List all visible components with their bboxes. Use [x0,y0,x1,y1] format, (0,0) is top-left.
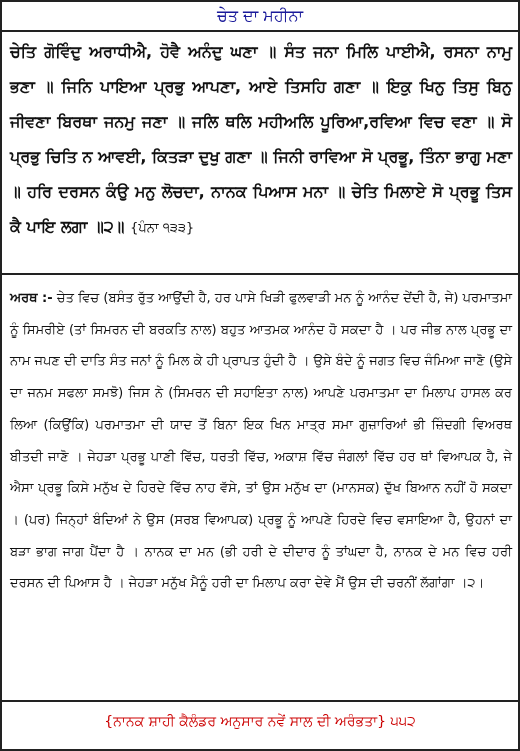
verse-block [10,34,512,246]
title-divider [0,30,520,32]
page-title: ਚੇਤ ਦਾ ਮਹੀਨਾ [216,6,304,25]
footer-divider [0,700,520,702]
meaning-label: ਅਰਥ :- [10,291,53,306]
ang-reference: {ਪੰਨਾ ੧੩੩} [130,221,195,236]
meaning-block [10,283,512,600]
footer-note: {ਨਾਨਕ ਸ਼ਾਹੀ ਕੈਲੰਡਰ ਅਨੁਸਾਰ ਨਵੇਂ ਸਾਲ ਦੀ ਅਰੰਭਤਾ} ੫੫੨ [104,714,416,730]
section-divider [0,273,520,275]
meaning-text: ਚੇਤ ਵਿਚ (ਬਸੰਤ ਰੁੱਤ ਆਉਂਦੀ ਹੈ, ਹਰ ਪਾਸੇ ਖਿੜੀ ਫੁਲਵਾੜੀ ਮਨ ਨੂੰ ਆਨੰਦ ਦੇਂਦੀ ਹੈ, ਜੇ) ਪਰਮਾਤਮਾ ਨੂੰ ਸਿਮਰੀਏ (ਤਾਂ ਸਿਮਰਨ ਦੀ ਬਰਕਤਿ ਨਾਲ) ਬਹੁਤ ਆਤਮਕ ਆਨੰਦ ਹੋ ਸਕਦਾ ਹੈ । ਪਰ ਜੀਭ ਨਾਲ ਪ੍ਰਭੂ ਦਾ ਨਾਮ ਜਪਣ ਦੀ ਦਾਤਿ ਸੰਤ ਜਨਾਂ ਨੂੰ ਮਿਲ ਕੇ ਹੀ ਪ੍ਰਾਪਤ ਹੁੰਦੀ ਹੈ । ਉਸੇ ਬੰਦੇ ਨੂੰ ਜਗਤ ਵਿਚ ਜੰਮਿਆ ਜਾਣੋ (ਉਸੇ ਦਾ ਜਨਮ ਸਫਲਾ ਸਮਝੋ) ਜਿਸ ਨੇ (ਸਿਮਰਨ ਦੀ ਸਹਾਇਤਾ ਨਾਲ) ਆਪਣੇ ਪਰਮਾਤਮਾ ਦਾ ਮਿਲਾਪ ਹਾਸਲ ਕਰ ਲਿਆ (ਕਿਉਂਕਿ) ਪਰਮਾਤਮਾ ਦੀ ਯਾਦ ਤੋਂ ਬਿਨਾ ਇਕ ਖਿਨ ਮਾਤ੍ਰ ਸਮਾ ਗੁਜ਼ਾਰਿਆਂ ਭੀ ਜ਼ਿੰਦਗੀ ਵਿਅਰਥ ਬੀਤਦੀ ਜਾਣੋ । ਜੇਹੜਾ ਪ੍ਰਭੂ ਪਾਣੀ ਵਿੱਚ, ਧਰਤੀ ਵਿੱਚ, ਅਕਾਸ਼ ਵਿੱਚ ਜੰਗਲਾਂ ਵਿੱਚ ਹਰ ਥਾਂ ਵਿਆਪਕ ਹੈ, ਜੇ ਐਸਾ ਪ੍ਰਭੂ ਕਿਸੇ ਮਨੁੱਖ ਦੇ ਹਿਰਦੇ ਵਿੱਚ ਨਾਹ ਵੱਸੇ, ਤਾਂ ਉਸ ਮਨੁੱਖ ਦਾ (ਮਾਨਸਕ) ਦੁੱਖ ਬਿਆਨ ਨਹੀਂ ਹੋ ਸਕਦਾ । (ਪਰ) ਜਿਨ੍ਹਾਂ ਬੰਦਿਆਂ ਨੇ ਉਸ (ਸਰਬ ਵਿਆਪਕ) ਪ੍ਰਭੂ ਨੂੰ ਆਪਣੇ ਹਿਰਦੇ ਵਿਚ ਵਸਾਇਆ ਹੈ, ਉਹਨਾਂ ਦਾ ਬੜਾ ਭਾਗ ਜਾਗ ਪੈਂਦਾ ਹੈ । ਨਾਨਕ ਦਾ ਮਨ (ਭੀ ਹਰੀ ਦੇ ਦੀਦਾਰ ਨੂੰ ਤਾਂਘਦਾ ਹੈ, ਨਾਨਕ ਦੇ ਮਨ ਵਿਚ ਹਰੀ ਦਰਸਨ ਦੀ ਪਿਆਸ ਹੈ । ਜੇਹੜਾ ਮਨੁੱਖ ਮੈਨੂੰ ਹਰੀ ਦਾ ਮਿਲਾਪ ਕਰਾ ਦੇਵੇ ਮੈਂ ਉਸ ਦੀ ਚਰਨੀਂ ਲੱਗਾਂਗਾ ।੨। [10,291,512,592]
verse-text: ਚੇਤਿ ਗੋਵਿੰਦੁ ਅਰਾਧੀਐ, ਹੋਵੈ ਅਨੰਦੁ ਘਣਾ ॥ ਸੰਤ ਜਨਾ ਮਿਲਿ ਪਾਈਐ, ਰਸਨਾ ਨਾਮੁ ਭਣਾ ॥ ਜਿਨਿ ਪਾਇਆ ਪ੍ਰਭੁ ਆਪਣਾ, ਆਏ ਤਿਸਹਿ ਗਣਾ ॥ ਇਕੁ ਖਿਨੁ ਤਿਸੁ ਬਿਨੁ ਜੀਵਣਾ ਬਿਰਥਾ ਜਨਮੁ ਜਣਾ ॥ ਜਲਿ ਥਲਿ ਮਹੀਅਲਿ ਪੂਰਿਆ,ਰਵਿਆ ਵਿਚ ਵਣਾ ॥ ਸੋ ਪ੍ਰਭੁ ਚਿਤਿ ਨ ਆਵਈ, ਕਿਤੜਾ ਦੁਖੁ ਗਣਾ ॥ ਜਿਨੀ ਰਾਵਿਆ ਸੋ ਪ੍ਰਭੂ, ਤਿੰਨਾ ਭਾਗੁ ਮਣਾ ॥ ਹਰਿ ਦਰਸਨ ਕੰਉ ਮਨੁ ਲੋਚਦਾ, ਨਾਨਕ ਪਿਆਸ ਮਨਾ ॥ ਚੇਤਿ ਮਿਲਾਏ ਸੋ ਪ੍ਰਭੂ ਤਿਸ ਕੈ ਪਾਇ ਲਗਾ ॥੨॥ [10,42,512,236]
